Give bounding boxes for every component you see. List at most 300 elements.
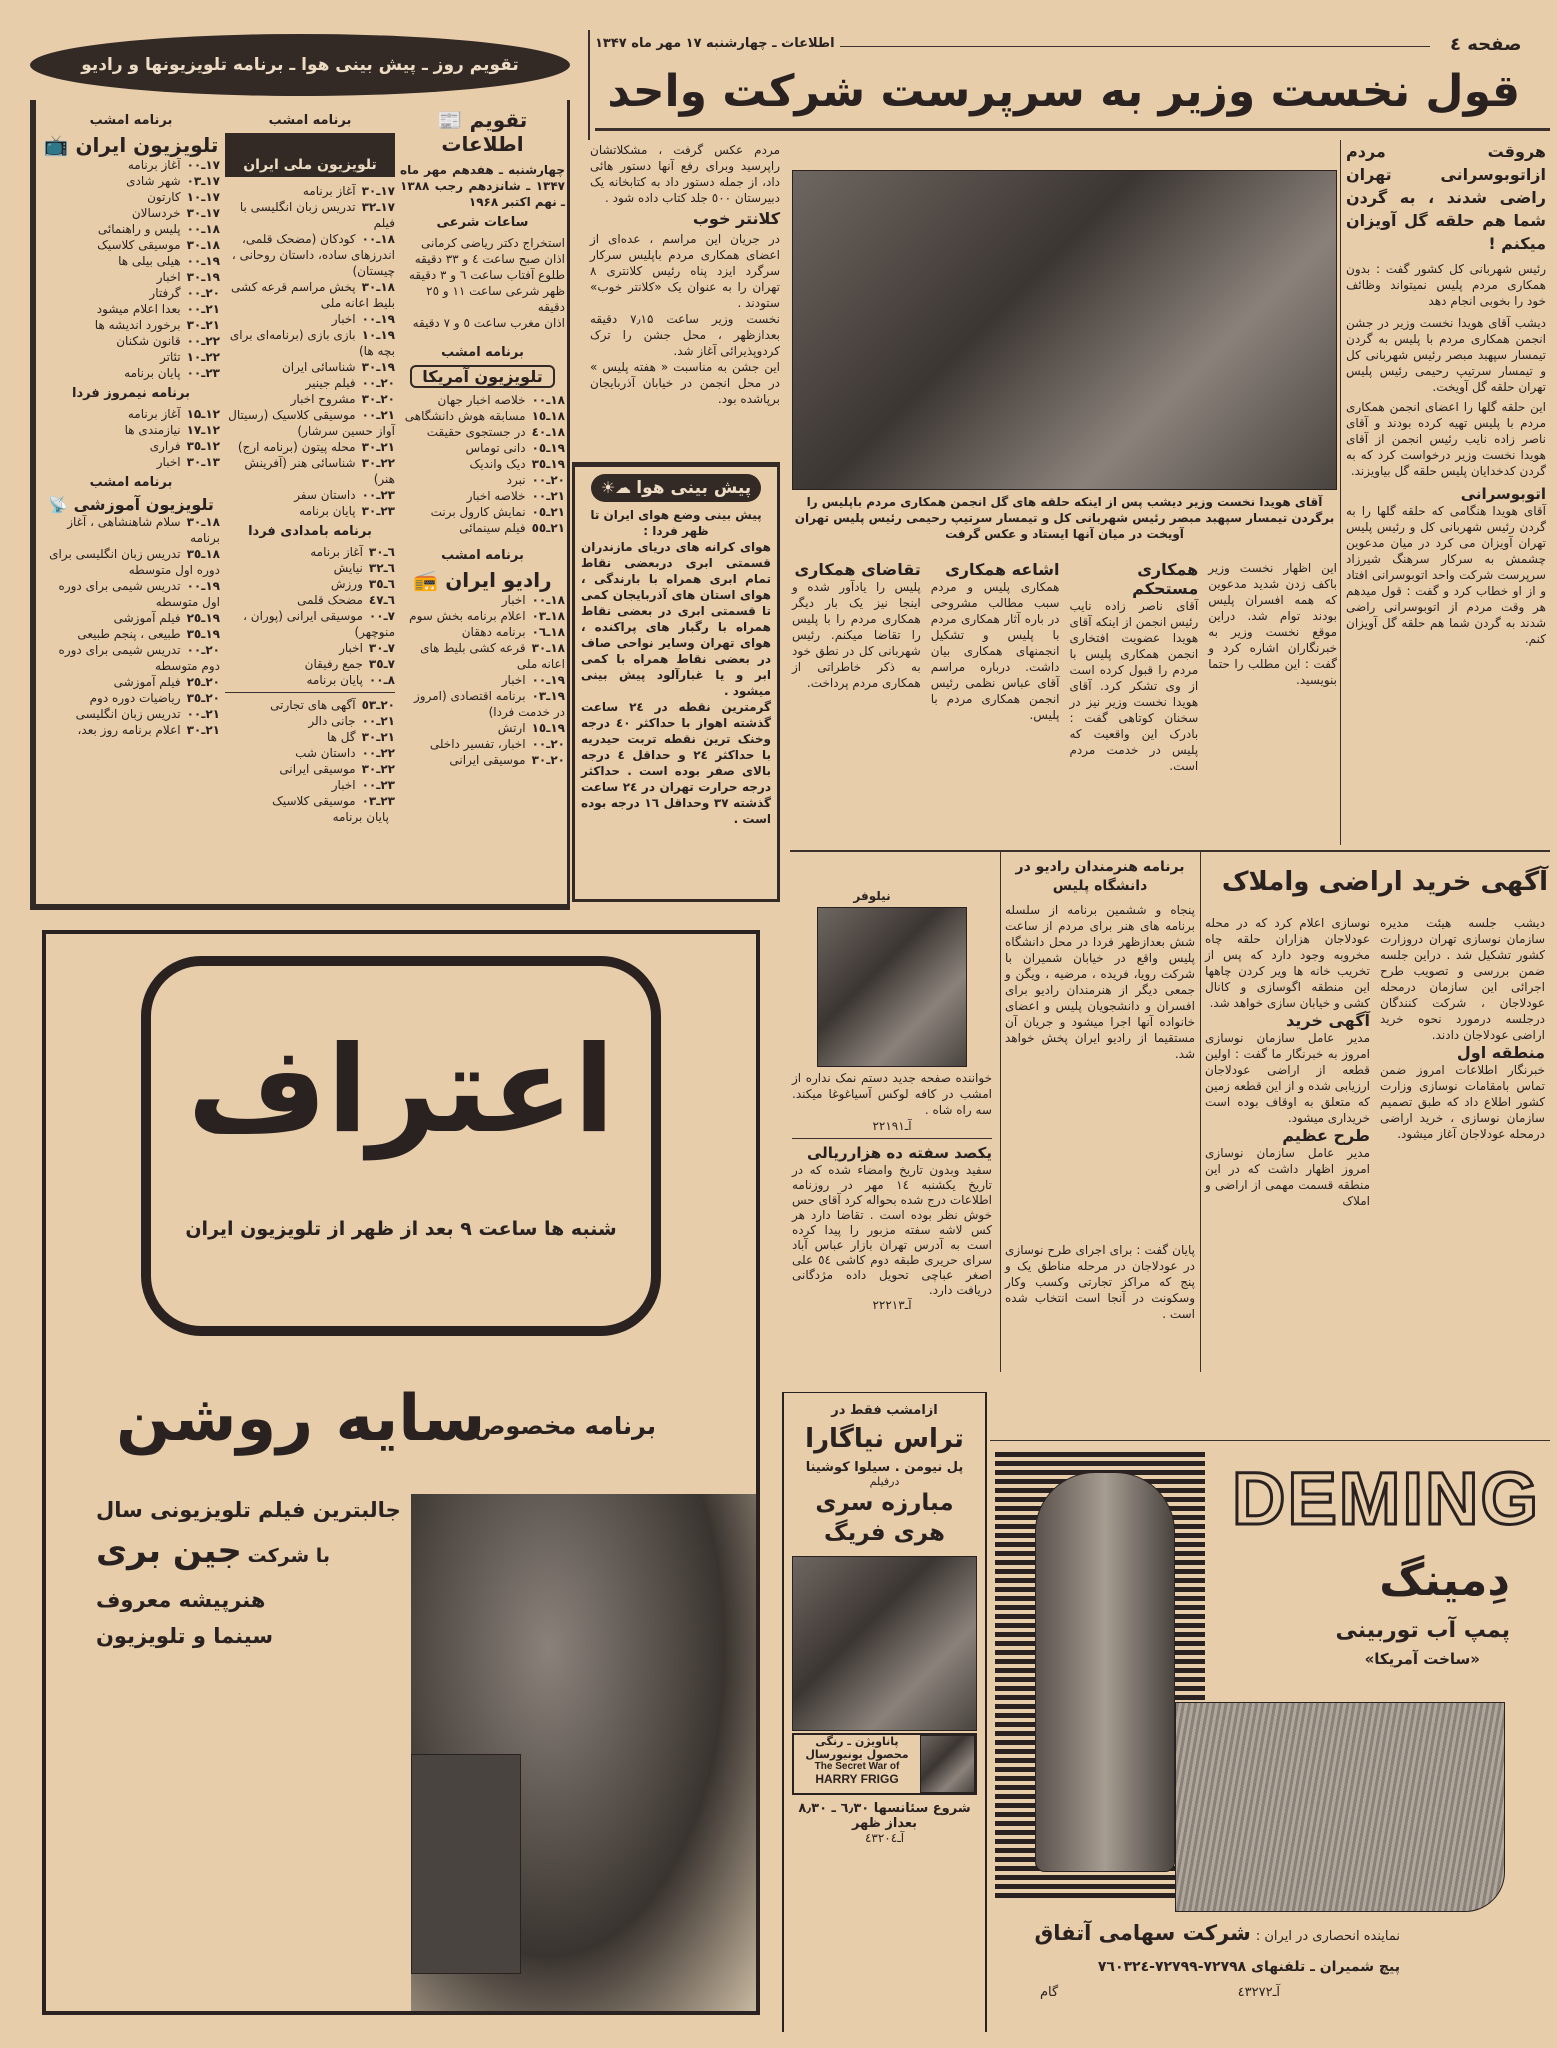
time: ۲۰ـ۳۰ [361,392,395,406]
deming-ad [995,1452,1550,2037]
program-title: هیلی بیلی ها [118,254,181,268]
time: ۱۹ـ۳٥ [531,457,565,471]
program-title: جانی دالر [308,714,356,728]
national-tv-item [225,327,395,359]
actor-name: جین بری [96,1531,242,1571]
edu-tv-item [42,690,220,706]
time: ۲۱ـ۳۰ [186,318,220,332]
bullet-2: رئیس شهربانی کل کشور گفت : بدون همکاری مردم پلیس نمیتواند وظائف خود را بخوبی انجام دهد [1346,262,1546,308]
national-tv-item [225,279,395,311]
deming-brand-en: DEMING [1232,1457,1540,1540]
evening-item [225,729,395,745]
time: ۲۰ـ۰۰ [186,643,220,657]
program-title: آگهی های تجارتی [270,698,356,712]
tv-america-item [400,408,565,424]
program-title: اخبار [501,673,526,687]
edu-tv-item [42,578,220,610]
national-tv-item [225,359,395,375]
evening-item [225,761,395,777]
tv-america-item-list [400,392,565,536]
program-title: فیلم جینیر [305,376,356,390]
time: ۲۱ـ۰۰ [186,302,220,316]
movie-title-fa: مبارزه سری هری فریگ [815,1490,954,1546]
police-radio-text: پنجاه و ششمین برنامه از سلسله برنامه های هنر برای مردم از ساعت شش بعدازظهر فردا در محل دانشگاه پلیس واقع در خیابان شمیران با شرکت رویا، فریده ، مرضیه ، ویگن و جمعی دیگر از هنرمندان رادیو برای افسران و دانشجویان پلیس و اعضای خانواده آنها اجرا میشود و جریان آن مستقیما از رادیو ایران پخش خواهد شد. [1005,903,1195,1061]
time: ۲۱ـ۳۰ [361,730,395,744]
time: ۱۸ـ۰۰ [361,232,395,246]
radio-item [400,592,565,608]
time: ۱۹ـ۳۰ [186,270,220,284]
special-label: برنامه مخصوص [473,1412,656,1440]
national-tv-item [225,503,395,519]
weather-temps: گرمترین نقطه در ۲٤ ساعت گذشته اهواز با حداکثر ٤۰ درجه وخنک ترین نقطه تربت حیدریه با حداکثر ۲٤ و حداقل ٤ درجه بالای صفر بوده است . حداکثر درجه حرارت تهران در ۲٤ ساعت گذشته ۳۷ وحداقل ۱٦ درجه بوده است . [581,700,772,826]
program-title: اخبار [501,593,526,607]
time: ۱۹ـ۰۰ [186,254,220,268]
tv-iran-logo-text: تلویزیون ایران [75,133,219,157]
deming-origin: «ساخت آمریکا» [1364,1650,1480,1668]
bullet-1: هروقت مردم ازاتوبوسرانی تهران راضی شدند ، به گردن شما هم حلقه گل آویزان میکنم ! [1346,142,1546,253]
cheque-text: سفید وبدون تاریخ وامضاء شده که در تاریخ یکشنبه ١٤ مهر در روزنامه اطلاعات درج شده بحواله کرد آقای حس خوش نظر بوده است . تقاضا دارد هر کس لاشه سفته مزبور را پیدا کرده است به آدرس تهران بازار عباس آباد سرای حریری طبقه دوم کاشی ٥٤ علی اصغر عباچی تحویل داده مژدگانی دریافت دارد. [792,1163,993,1297]
tv-iran-item [42,349,220,365]
program-title: اعلام برنامه روز بعد، [77,723,181,737]
time: ۱۸ـ۰٦ [531,625,565,639]
lower-col-text: آقای ناصر زاده نایب رئیس انجمن از اینکه آقای هویدا عضویت افتخاری انجمن همکاری پلیس با مردم را قبول کرده است از وی تشکر کرد. آقای هویدا نخست وزیر نیز در سخنان کوتاهی گفت : بادرک این واقعیت که پلیس در خدمت مردم است. [1069,599,1199,773]
time: ۱۸ـ۳۰ [361,280,395,294]
program-title: فیلم آموزشی [113,675,181,689]
radio-item [400,608,565,624]
deming-product: پمپ آب توربینی [1335,1618,1510,1643]
time: ۱۲ـ۱۵ [186,407,220,421]
time: ۱۹ـ۱۰ [361,328,395,342]
tv-iran-item [42,333,220,349]
photo-caption: آقای هویدا نخست وزیر دیشب پس از اینکه حلقه های گل انجمن همکاری مردم باپلیس را برگردن تیمسار سپهبد مبصر رئیس شهربانی کل و تیمسار سرتیپ رحیمی رئیس پلیس تهران آویخت در میان آنها ایستاد و عکس گرفت [794,495,1335,541]
land-para-1: دیشب جلسه هیئت مدیره سازمان نوسازی تهران دروزارت کشور تشکیل شد . دراین جلسه ضمن بررسی و تصویب طرح اجرائی این سازمان درمحله عودلاجان ، شرکت کنندگان درجلسه درمورد نحوه خرید اراضی عودلاجان دادند. [1380,916,1545,1042]
edu-tv-item [42,546,220,578]
edu-tv-item [42,706,220,722]
program-title: تدریس زبان انگلیسی [75,707,181,721]
morning-item [225,592,395,608]
morning-item [225,608,395,640]
lower-col-text: این اظهار نخست وزیر باکف زدن شدید مدعوین که همه افسران پلیس بودند توام شد. دراین موقع نخست وزیر به خبرنگاران اشاره کرد و گفت : این مطلب را حتما بنویسید. [1208,561,1337,687]
calendar-date: چهارشنبه ـ هفدهم مهر ماه ۱۳۴۷ ـ شانزدهم رجب ۱۳۸۸ ـ نهم اکتبر ۱۹۶۸ [400,163,565,209]
time: ۲۱ـ۰۰ [361,408,395,422]
program-title: پایان برنامه [306,673,363,687]
time: ۱۷ـ۳۲ [361,200,395,214]
time: ٦ـ۳٥ [368,577,395,591]
time: ۲۲ـ۳۰ [361,456,395,470]
time: ۲۱ـ٥٥ [531,521,565,535]
program-title: اخبار [339,641,363,655]
calendar-line: استخراج دکتر ریاضی کرمانی [421,236,565,250]
time: ۱۹ـ۰٥ [531,441,565,455]
tv-america-item [400,472,565,488]
time: ۱۸ـ۳۰ [531,641,565,655]
calendar-line: طلوع آفتاب ساعت ٦ و ۳ دقیقه [409,268,565,282]
time: ۷ـ۳٥ [368,657,395,671]
program-title: گل ها [326,730,356,744]
tv-iran-item [42,173,220,189]
sun-cloud-icon: ☀☁ [600,478,632,497]
program-title: دانی توماس [465,441,526,455]
program-title: موسیقی کلاسیک [97,238,181,252]
time: ۱۲ـ۳٥ [186,439,220,453]
tv-iran-item [42,253,220,269]
program-title: اخبار [156,270,181,284]
noon-item [42,454,220,470]
story-para-2: این حلقه گلها را اعضای انجمن همکاری مردم با پلیس تهیه کرده بودند و آقای ناصر زاده نایب رئیس انجمن از آقای هویدا نخست وزیر درخواست کرد که به گردن کدخدایان پلیس حلقه گل بیاویزند. [1346,400,1546,478]
subhead-otobus: اتوبوسرانی [1460,485,1546,503]
land-sub-2: آگهی خرید [1286,1011,1370,1030]
program-title: خلاصه اخبار [466,489,526,503]
tv-set-photo [411,1754,521,1974]
lower-col-head: اشاعه همکاری [945,560,1060,579]
program-title: برخورد اندیشه ها [94,318,181,332]
land-sub-1: منطقه اول [1456,1043,1545,1062]
tv-iran-item [42,365,220,381]
time: ۱۸ـ۰۰ [186,222,220,236]
program-title: اخبار [331,778,356,792]
story-col-mid-2: در جریان این مراسم ، عده‌ای از اعضای همکاری مردم باپلیس سرکار سرگرد ایزد پناه رئیس کلانتری ۸ تهران را به عنوان یک «کلانتر خوب» ستودند . [590,232,780,310]
movie-cinema: تراس نیاگارا [805,1424,964,1454]
confession-title: اعتراف [187,1021,615,1160]
time: ۱۷ـ۰۰ [186,158,220,172]
national-tv-item [225,455,395,487]
morning-item [225,672,395,688]
time: ۱۷ـ۳۰ [186,206,220,220]
tonight-label-national: برنامه امشب [268,113,352,128]
deming-rep-name: شرکت سهامی آتفاق [1034,1921,1251,1945]
land-para-3: نوسازی اعلام کرد که در محله عودلاجان هزاران حلقه چاه مخروبه وجود دارد که پس از تخریب خانه ها ویر کردن چاهها این منطقه اگوسازی و کانال کشی و خیابان سازی خواهد شد. [1205,916,1370,1010]
program-title: فراری [149,439,181,453]
program-title: نمایش کارول برنت [430,505,526,519]
movie-times: شروع سئانسها ٦٫۳۰ ـ ۸٫۳۰ بعداز ظهر [798,1801,971,1831]
tv-america-item [400,392,565,408]
weather-logo [591,474,761,502]
subhead-kalantar: کلانتر خوب [692,209,780,228]
tv-iran-item [42,301,220,317]
morning-item [225,656,395,672]
movie-ad [782,1392,987,2032]
edu-tv-logo-text: تلویزیون آموزشی [73,495,214,514]
tv-iran-item [42,269,220,285]
national-tv-item [225,375,395,391]
lower-col-text: همکاری پلیس و مردم سبب مطالب مشروحی در باره آثار همکاری مردم با پلیس و تشکیل انجمنهای همکاری بیان داشت. درباره مراسم آقای عباس نظمی رئیس انجمن همکاری مردم با پلیس. [930,580,1060,722]
main-headline: قول نخست وزیر به سرپرست شرکت واحد [607,66,1520,117]
time: ۲۰ـ۲٥ [186,675,220,689]
noon-item [42,422,220,438]
lower-col [1208,560,1337,845]
time: ۲۰ـ۰۰ [531,473,565,487]
program-title: آغاز برنامه [302,184,356,198]
edu-tv-item [42,722,220,738]
movie-still [792,1556,977,1731]
niloofar-text: خواننده صفحه جدید دستم نمک نداره از امشب در کافه لوکس آسیاغوغا میکند. سه راه شاه . [792,1071,992,1117]
time: ۱۹ـ۰۰ [361,312,395,326]
tv-iran-item [42,205,220,221]
radio-item [400,640,565,672]
land-para-6: پایان گفت : برای اجرای طرح نوسازی در عودلاجان در مرحله مناطق یک و پنج که مراکز تجارتی وکسب وکار وسکونت در آنجا است انتخاب شده است . [1005,1243,1195,1321]
police-radio-headline: برنامه هنرمندان رادیو در دانشگاه پلیس [1015,859,1185,894]
deming-rep-label: نماینده انحصاری در ایران : [1255,1929,1400,1944]
program-title: موسیقی ایرانی (پوران ، منوچهر) [243,609,395,639]
edu-tv-logo [42,495,220,514]
tv-iran-item [42,317,220,333]
time: ۱۹ـ۰۰ [186,579,220,593]
time: ۲۲ـ۰۰ [361,746,395,760]
movie-stars: پل نیومن . سیلوا کوشینا [805,1460,964,1475]
calendar-icon: 📰 [437,108,463,132]
time: ۲۱ـ۰۰ [186,707,220,721]
morning-title: برنامه بامدادی فردا [248,524,372,539]
movie-format: پاناویژن ـ رنگی [815,1735,899,1748]
program-title: اخبار [331,312,356,326]
program-title: پلیس و راهنمائی [97,222,181,236]
program-title: قانون شکنان [116,334,181,348]
evening-item-list [225,697,395,825]
noon-title: برنامه نیمروز فردا [72,386,190,401]
land-ad-headline: آگهی خرید اراضی واملاک [1221,867,1548,897]
national-tv-item [225,311,395,327]
tv-america-item [400,440,565,456]
national-tv-item [225,231,395,279]
national-tv-item-list [225,183,395,519]
national-tv-item [225,183,395,199]
time: ۲۱ـ۰٥ [531,505,565,519]
role-2: سینما و تلویزیون [96,1624,273,1648]
program-title: آغاز برنامه [310,545,363,559]
calendar-line: اذان مغرب ساعت ٥ و ۷ دقیقه [412,316,565,330]
evening-item [225,777,395,793]
deming-rep-block [1000,1918,1400,2002]
time: ٦ـ٤۷ [368,593,395,607]
calendar-line-list [400,235,565,331]
time: ۱۹ـ۰۰ [531,673,565,687]
program-title: ورزش [330,577,363,591]
water-spray [1175,1702,1505,1912]
edu-tv-item [42,514,220,546]
program-title: تدریس زبان انگلیسی با فیلم [239,200,395,230]
program-title: فیلم آموزشی [113,611,181,625]
edu-tv-item [42,642,220,674]
morning-item [225,560,395,576]
tv-iran-item [42,189,220,205]
program-title: برنامه دهقان [461,625,526,639]
time: ۲۱ـ۳۰ [186,723,220,737]
program-title: پایان برنامه [332,810,389,824]
noon-item [42,438,220,454]
deming-code: آـ٤۳۲۷۲ [1237,1985,1280,2000]
program-title: خلاصه اخبار جهان [437,393,526,407]
evening-item [225,697,395,713]
deming-brand-fa: دِمینگ [1379,1555,1510,1606]
national-tv-item [225,487,395,503]
time: ۲۳ـ۰۰ [361,488,395,502]
story-col-mid-4: این جشن به مناسبت « هفته پلیس » در محل انجمن در خیابان آذربایجان برپاشده بود. [590,360,780,406]
main-photo [792,170,1337,490]
time: ۱۳ـ۳۰ [186,455,220,469]
story-col-mid: مردم عکس گرفت ، مشکلاتشان راپرسید وبرای رفع آنها دستور هائی داد، از جمله دستور داد به کتابخانه یک دبیرستان ٥٠٠ جلد کتاب داده شود . [590,143,780,205]
time: ۲۰ـ۰۰ [186,286,220,300]
edu-tv-item-list [42,514,220,738]
time: ۱۸ـ۱٥ [531,409,565,423]
time: ۱۷ـ۳۰ [361,184,395,198]
tv-america-item [400,424,565,440]
program-title: پایان برنامه [124,366,181,380]
national-tv-item [225,199,395,231]
time: ۲۳ـ۰۰ [361,778,395,792]
program-title: داستان سفر [294,488,356,502]
program-title: دیک واندیک [469,457,526,471]
movie-title-en-1: The Secret War of [814,1761,900,1772]
national-tv-column [225,108,395,825]
edu-tv-item [42,626,220,642]
time: ۲۰ـ۰۰ [531,737,565,751]
calendar-line: اذان صبح ساعت ٤ و ۳۳ دقیقه [414,252,565,266]
program-title: برنامه اقتصادی (امروز در خدمت فردا) [413,689,565,719]
time: ۲۲ـ۱۰ [186,350,220,364]
time: ۱۸ـ۳۰ [186,515,220,529]
section-banner-text: تقویم روز ـ پیش بینی هوا ـ برنامه تلویزیونها و رادیو [81,55,519,75]
program-title: موسیقی ایرانی [449,753,526,767]
time: ۱۸ـ۰۳ [531,609,565,623]
radio-iran-logo [400,568,565,592]
time: ٦ـ۳۲ [368,561,395,575]
time: ۱۸ـ۰۰ [531,593,565,607]
program-title: تدریس زبان انگلیسی برای دوره اول متوسطه [49,547,220,577]
evening-item [225,713,395,729]
radio-item [400,736,565,752]
program-title: شناسائی ایران [281,360,356,374]
program-title: نیایش [333,561,363,575]
header-rule [840,46,1430,47]
land-para-4: مدیر عامل سازمان نوسازی امروز به خبرنگار ما گفت : اولین قطعه از اراضی عودلاجان ارزیابی شده و از این قطعه زمین که متعلق به اوقاف بوده است خریداری میشود. [1205,1031,1370,1125]
time: ۱۹ـ۳۰ [361,360,395,374]
land-para-5: مدیر عامل سازمان نوسازی امروز اظهار داشت که در این منطقه قسمت مهمی از اراضی و املاک [1205,1146,1370,1208]
tv-america-item [400,520,565,536]
time: ۲۰ـ٥۳ [361,698,395,712]
tv-america-logo: تلویزیون آمریکا [410,365,555,388]
weather-forecast: هوای کرانه های دریای مازندران قسمتی ابری دربعضی نقاط تمام ابری همراه با بارندگی ، هوای استان های آذربایجان کمی تا قسمتی ابری در بعضی نقاط همراه با رگبار های پراکنده ، هوای تهران وسایر نواحی صاف در بعضی نقاط همراه با کمی ابر و یا غبارآلود پیش بینی میشود . [581,540,771,698]
with-label: با شرکت [247,1545,331,1567]
noon-item [42,406,220,422]
time: ۱۹ـ۳٥ [186,627,220,641]
program-title: مضحک قلمی [297,593,363,607]
deming-rep [1000,1918,1400,1952]
program-title: پایان برنامه [299,504,356,518]
radio-item-list [400,592,565,768]
program-title: جمع رفیقان [304,657,363,671]
tonight-label: برنامه امشب [441,345,524,360]
weather-logo-text: پیش بینی هوا [636,478,752,498]
time: ۱۹ـ۲٥ [186,611,220,625]
time: ۸ـ۰۰ [368,673,395,687]
movie-title-en-2: HARRY FRIGG [815,1772,899,1786]
program-title: موسیقی کلاسیک (رسیتال آواز حسین سرشار) [228,408,395,438]
tv-america-item [400,504,565,520]
lower-col-head: همکاری مستحکم [1132,560,1199,598]
lower-col [1070,560,1199,845]
radio-item [400,688,565,720]
program-title: تدریس شیمی برای دوره اول متوسطه [58,579,220,609]
time: ۲۳ـ۰۰ [186,366,220,380]
national-tv-item [225,439,395,455]
time: ۲۲ـ۰۰ [186,334,220,348]
tv-iran-item [42,157,220,173]
time: ۷ـ۰۰ [368,609,395,623]
movie-actor-photo [920,1735,975,1793]
program-title: ریاضیات دوره دوم [89,691,181,705]
actor-line [96,1526,401,1582]
niloofar-ad [792,888,992,1313]
deming-text-stack [1210,1548,1510,1670]
time: ۱۸ـ۰۰ [531,393,565,407]
time: ۱۷ـ۱۰ [186,190,220,204]
morning-item-list [225,544,395,688]
story-para-1: دیشب آقای هویدا نخست وزیر در جشن انجمن همکاری مردم با پلیس به گردن تیمسار سپهبد مبصر رئیس شهربانی کل و تیمسار سرتیپ رحیمی رئیس پلیس تهران حلقه گل آویخت. [1346,316,1546,394]
program-title: ارتش [497,721,526,735]
cheque-headline: یکصد سفته ده هزارریالی [806,1144,992,1162]
program-title: فیلم سینمائی [459,521,526,535]
program-title: گرفتار [149,286,181,300]
tv-iran-item [42,237,220,253]
program-title: در جستجوی حقیقت [426,425,526,439]
story-para-3: آقای هویدا هنگامی که حلقه گلها را به گردن رئیس شهربانی کل و رئیس پلیس تهران آویزان می کرد در میان مدعوین چشمش به سرکار سرهنگ شیرزاد سرپرست شرکت واحد اتوبوسرانی افتاد و از او خطاب کرد و گفت : قول میدهم هر وقت مردم از اتوبوسرانی راضی شدند به گردن شما هم حلقه گل آویزان کنم. [1346,504,1546,646]
time: ٦ـ۳۰ [368,545,395,559]
time: ۲۲ـ۳۰ [361,762,395,776]
time: ۲۳ـ۳۰ [361,504,395,518]
movie-from: ازامشب فقط در [831,1403,938,1418]
national-tv-item [225,407,395,439]
pump-photo [1035,1472,1175,1872]
role-1: هنرپیشه معروف [96,1588,266,1612]
evening-item [225,745,395,761]
program-title: موسیقی کلاسیک [272,794,356,808]
ad-text-stack [96,1494,401,1654]
program-title: خردسالان [131,206,181,220]
weather-intro: پیش بینی وضع هوای ایران تا ظهر فردا : [590,508,762,538]
show-title: سایه روشن [116,1382,486,1456]
niloofar-code: آـ۲۲۱۹۱ [872,1119,912,1133]
calendar-column [400,108,565,768]
tv-iran-item [42,285,220,301]
radio-item [400,752,565,768]
lower-col [792,560,921,845]
time: ۱۹ـ۱٥ [531,721,565,735]
morning-item [225,576,395,592]
tv-iran-column [42,108,220,738]
time: ۲۳ـ۰۳ [361,794,395,808]
tonight-label-edu: برنامه امشب [89,475,173,490]
tonight-label-iran: برنامه امشب [89,113,173,128]
program-title: آغاز برنامه [127,407,181,421]
confession-frame [141,956,661,1336]
deming-address: پیچ شمیران ـ تلفنهای ۷۲۷۹۸-۷۲۷۹۹-۷٦۰۳۲٤ [1097,1959,1400,1975]
police-radio-article [1005,858,1195,1322]
national-tv-item [225,391,395,407]
evening-item [225,793,395,809]
deming-agency: گام [1040,1985,1059,2000]
lower-col [931,560,1060,845]
time: ۷ـ۳۰ [368,641,395,655]
national-tv-logo: تلویزیون ملی ایران [225,133,395,177]
confession-ad [42,930,760,2015]
land-para-2: خبرنگار اطلاعات امروز ضمن تماس بامقامات نوسازی وزارت کشور اطلاع داد که طبق تصمیم سازمان نوسازی ، خرید اراضی درمحله عودلاجان آغاز میشود. [1380,1063,1545,1141]
niloofar-label: نیلوفر [853,889,891,903]
calendar-logo [400,108,565,156]
time: ۲۰ـ۳۰ [531,753,565,767]
lower-col-head: تقاضای همکاری [794,560,921,579]
tagline: جالبترین فیلم تلویزیونی سال [96,1498,401,1522]
program-title: تدریس شیمی برای دوره دوم متوسطه [58,643,220,673]
